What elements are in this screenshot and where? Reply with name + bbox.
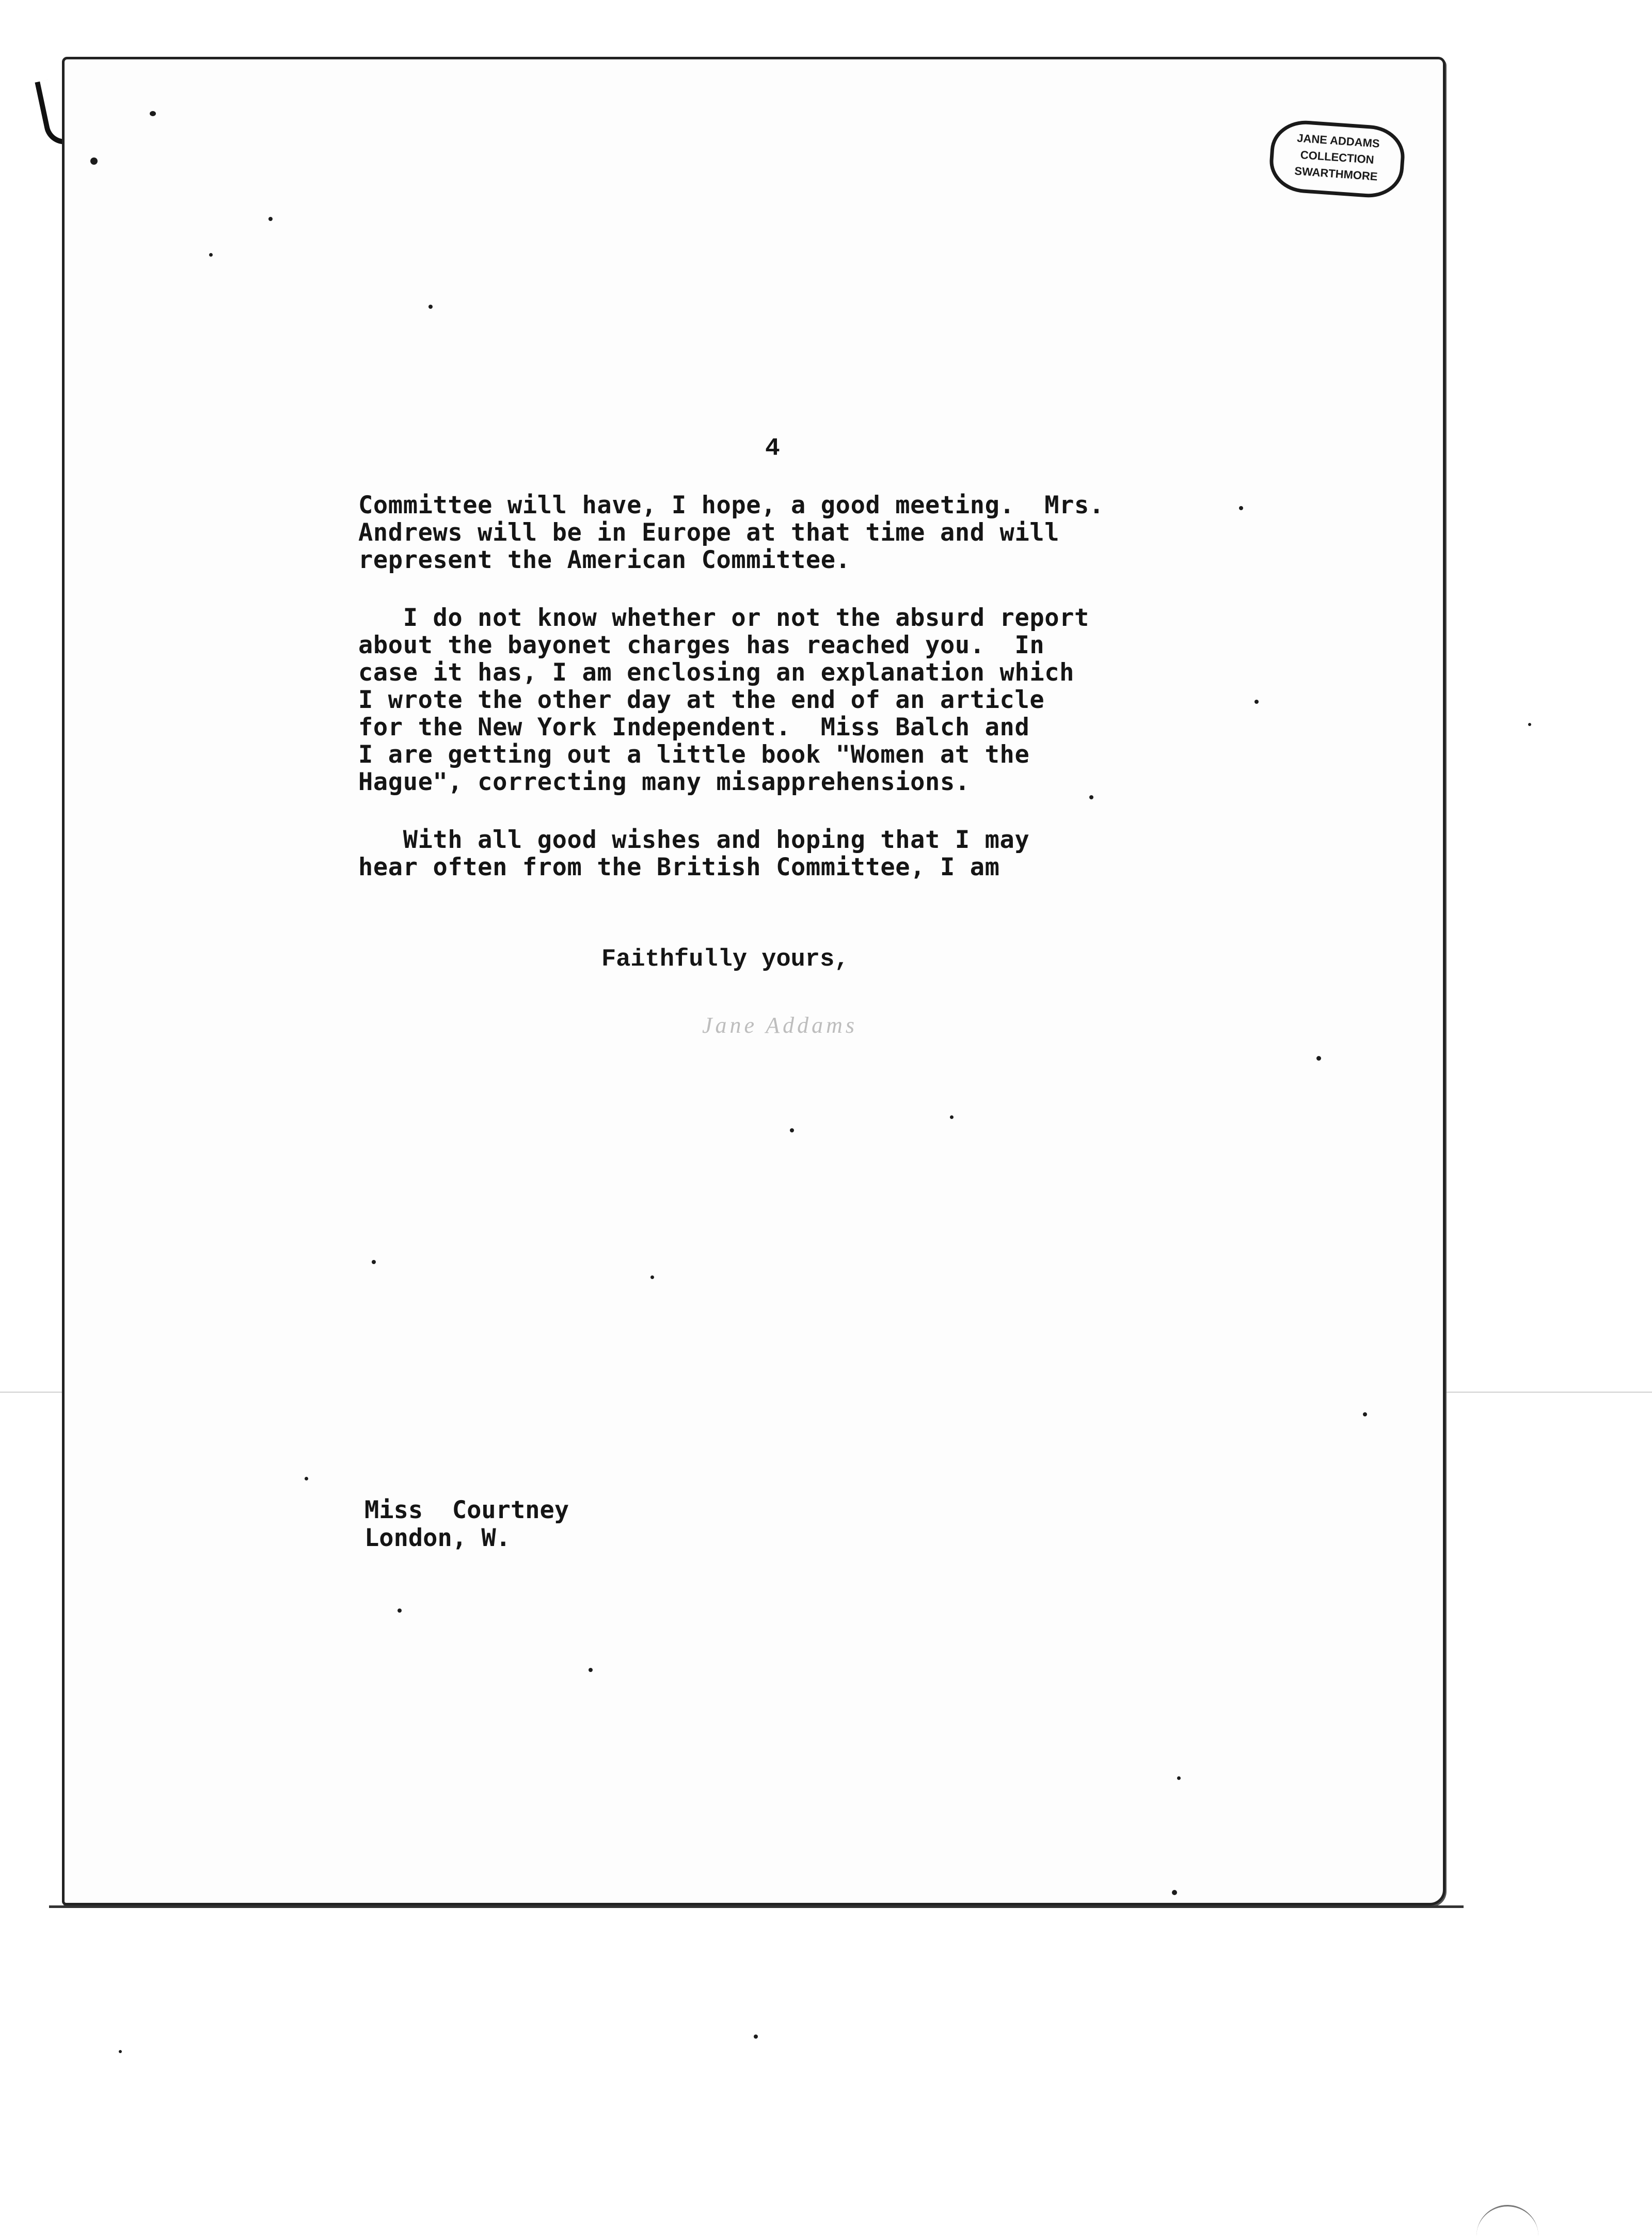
scan-speck <box>150 111 156 116</box>
scan-speck <box>398 1609 402 1613</box>
scan-speck <box>950 1115 954 1119</box>
scan-speck <box>589 1668 593 1672</box>
scan-speck <box>1177 1776 1181 1780</box>
scan-speck <box>1254 700 1259 704</box>
scan-speck <box>268 217 273 221</box>
stamp-line-3: SWARTHMORE <box>1294 164 1378 183</box>
scan-speck <box>428 305 433 309</box>
letter-page <box>62 57 1446 1905</box>
scan-speck <box>1316 1056 1321 1061</box>
scan-speck <box>754 2035 758 2039</box>
page-number: 4 <box>765 435 780 463</box>
scan-speck <box>1239 506 1243 510</box>
scan-speck <box>790 1128 794 1132</box>
scan-speck <box>209 253 213 257</box>
scan-speck <box>650 1275 654 1279</box>
recipient-address <box>364 1496 569 1552</box>
stamp-line-1: JANE ADDAMS <box>1296 131 1380 150</box>
page-bottom-edge <box>49 1905 1464 1908</box>
stamp-line-2: COLLECTION <box>1300 148 1375 166</box>
paragraph-1: Committee will have, I hope, a good meeting. Mrs. Andrews will be in Europe at that time and will represent the American Committee. <box>358 491 1104 574</box>
scan-speck <box>90 157 98 165</box>
recipient-city: London, W. <box>364 1524 511 1552</box>
scan-speck <box>372 1260 376 1264</box>
paragraph-2: I do not know whether or not the absurd report about the bayonet charges has reached you. In case it has, I am enclosing an explanation which I wrote the other day at the end of an article for the New York Independent. Miss Balch and I are getting out a little book "Women at the Hague", correcting many misapprehensions. <box>358 604 1089 796</box>
scan-speck <box>1172 1890 1177 1895</box>
scan-speck <box>1089 795 1093 799</box>
signature: Jane Addams <box>702 1013 858 1038</box>
scan-speck <box>119 2050 122 2053</box>
recipient-name: Miss Courtney <box>364 1496 569 1524</box>
scan-speck <box>1363 1412 1367 1416</box>
collection-stamp <box>1267 118 1406 200</box>
closing: Faithfully yours, <box>601 946 849 973</box>
scan-speck <box>305 1477 308 1480</box>
scan-speck <box>1528 723 1531 726</box>
paragraph-3: With all good wishes and hoping that I may hear often from the British Committee, I am <box>358 826 1030 881</box>
